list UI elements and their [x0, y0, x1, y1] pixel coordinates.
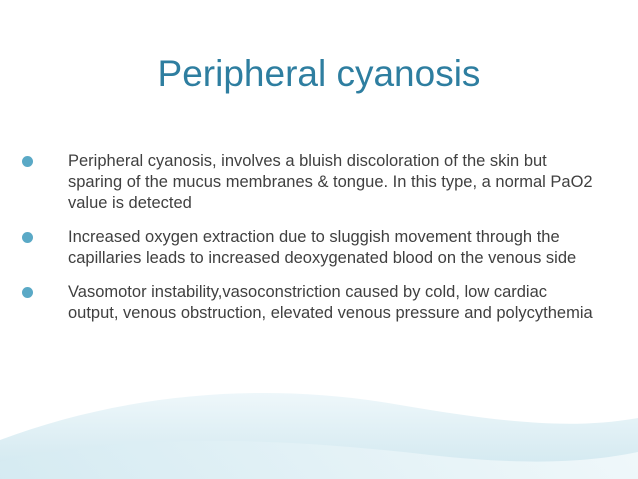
bullet-dot-icon [22, 287, 33, 298]
bullet-text: Peripheral cyanosis, involves a bluish discoloration of the skin but sparing of the mucus membranes & tongue. In this type, a normal PaO2 value is detected [68, 152, 593, 212]
bullet-dot-icon [22, 232, 33, 243]
slide-title: Peripheral cyanosis [157, 53, 481, 94]
bullet-item-3 [22, 282, 602, 324]
bullet-text: Vasomotor instability,vasoconstriction caused by cold, low cardiac output, venous obstruction, elevated venous pressure and polycythemia [68, 283, 593, 322]
bullet-list [22, 151, 602, 337]
bullet-item-2 [22, 227, 602, 269]
bullet-item-1 [22, 151, 602, 214]
bullet-dot-icon [22, 156, 33, 167]
bullet-text: Increased oxygen extraction due to sluggish movement through the capillaries leads to increased deoxygenated blood on the venous side [68, 228, 577, 267]
